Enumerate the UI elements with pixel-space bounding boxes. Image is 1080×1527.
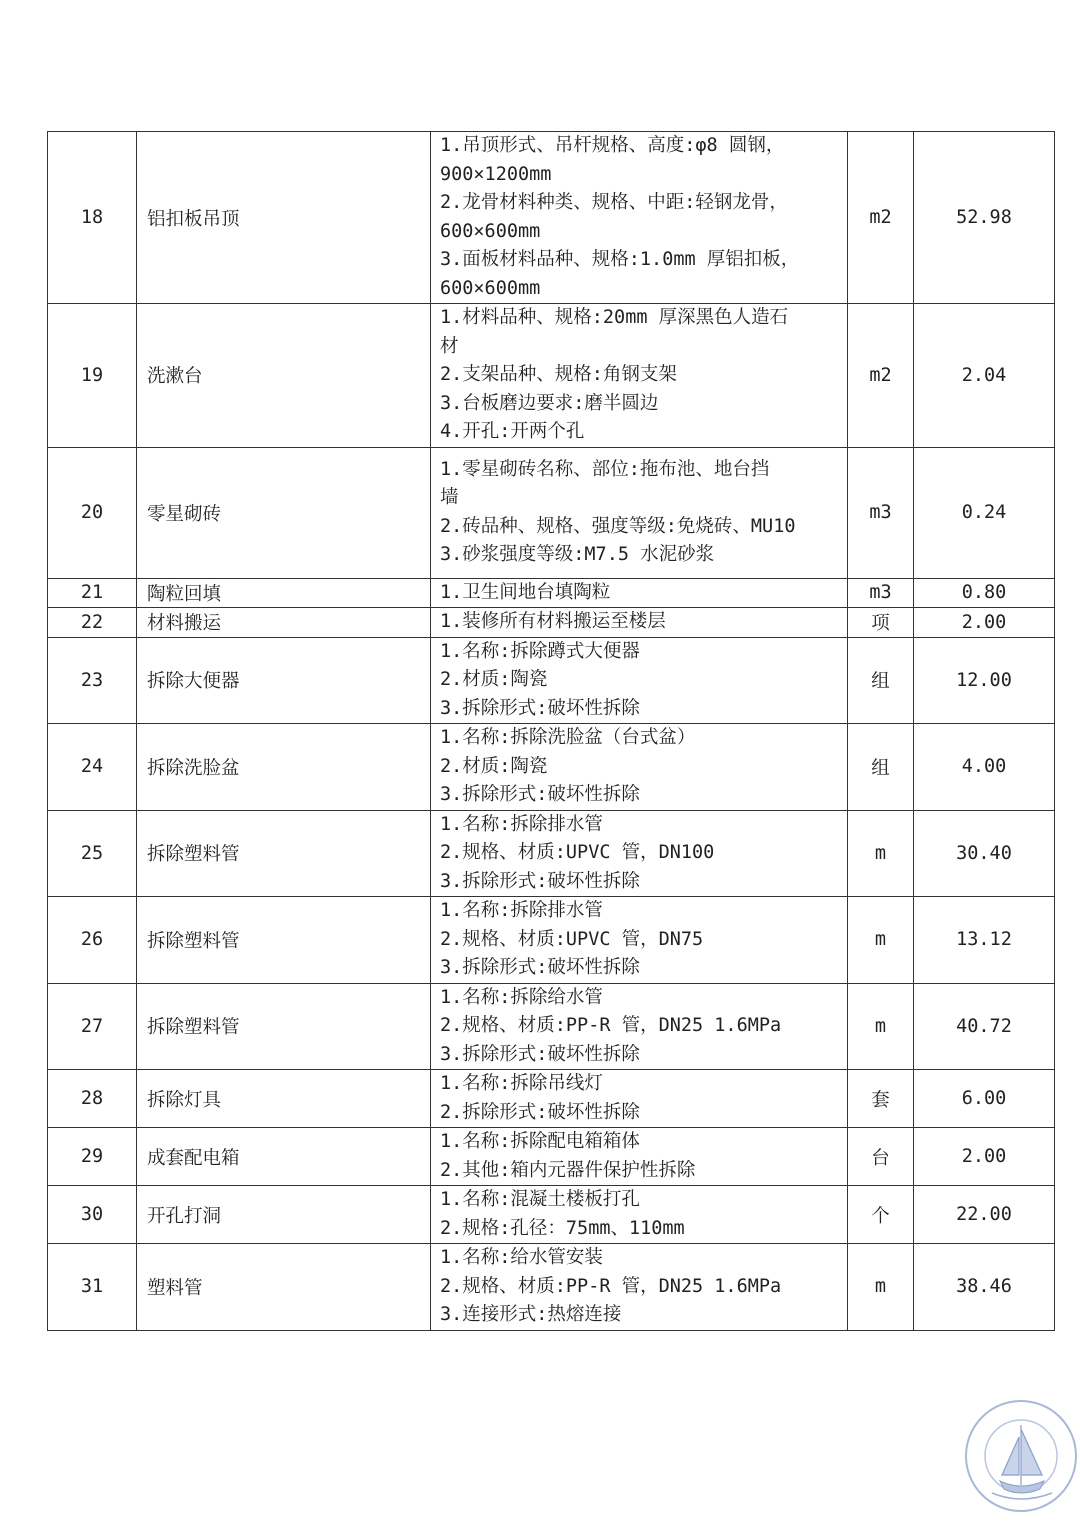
item-description [431, 1244, 848, 1331]
table-row [48, 1186, 1055, 1244]
description-line: 3.拆除形式:破坏性拆除 [440, 957, 640, 978]
description-line: 1.名称:给水管安装 [440, 1247, 603, 1268]
description-line: 1.名称:拆除洗脸盆（台式盆） [440, 727, 696, 748]
description-line: 1.名称:拆除蹲式大便器 [440, 640, 640, 662]
item-quantity: 2.00 [914, 608, 1055, 638]
description-line: 2.拆除形式:破坏性拆除 [440, 1101, 640, 1123]
description-line: 墙 [440, 487, 459, 508]
description-line: 2.规格、材质:UPVC 管，DN100 [440, 842, 715, 863]
item-name: 洗漱台 [137, 304, 431, 448]
item-description [431, 983, 848, 1070]
item-unit: m [848, 1244, 914, 1331]
item-unit: 套 [848, 1070, 914, 1128]
description-line: 1.名称:拆除配电箱箱体 [440, 1131, 640, 1152]
item-quantity: 22.00 [914, 1186, 1055, 1244]
item-description [431, 1186, 848, 1244]
table-row [48, 1128, 1055, 1186]
item-number: 18 [48, 132, 137, 304]
description-line: 3.砂浆强度等级:M7.5 水泥砂浆 [440, 544, 715, 565]
item-description [431, 304, 848, 448]
table-row [48, 897, 1055, 984]
table-row [48, 132, 1055, 304]
school-seal-icon [962, 1397, 1080, 1515]
item-description [431, 578, 848, 608]
item-number: 20 [48, 447, 137, 578]
description-line: 2.规格:孔径：75mm、110mm [440, 1217, 685, 1239]
description-line: 1.名称:拆除给水管 [440, 986, 603, 1008]
item-number: 24 [48, 724, 137, 811]
item-name: 零星砌砖 [137, 447, 431, 578]
item-description [431, 608, 848, 638]
description-line: 3.拆除形式:破坏性拆除 [440, 870, 640, 892]
item-number: 30 [48, 1186, 137, 1244]
description-line: 900×1200mm [440, 163, 552, 185]
item-unit: 台 [848, 1128, 914, 1186]
item-number: 31 [48, 1244, 137, 1331]
description-line: 4.开孔:开两个孔 [440, 421, 585, 442]
description-line: 1.名称:混凝土楼板打孔 [440, 1189, 640, 1210]
item-quantity: 38.46 [914, 1244, 1055, 1331]
item-unit: m2 [848, 132, 914, 304]
item-unit: m [848, 810, 914, 897]
item-quantity: 6.00 [914, 1070, 1055, 1128]
item-description [431, 897, 848, 984]
table-body [48, 132, 1055, 1331]
item-name: 拆除洗脸盆 [137, 724, 431, 811]
item-name: 拆除塑料管 [137, 897, 431, 984]
item-description [431, 637, 848, 724]
item-description [431, 1070, 848, 1128]
item-quantity: 2.04 [914, 304, 1055, 448]
table-row [48, 447, 1055, 578]
description-line: 2.砖品种、规格、强度等级:免烧砖、MU10 [440, 515, 796, 537]
item-number: 28 [48, 1070, 137, 1128]
item-name: 拆除大便器 [137, 637, 431, 724]
item-number: 21 [48, 578, 137, 608]
table-row [48, 637, 1055, 724]
description-line: 1.名称:拆除排水管 [440, 900, 603, 921]
item-name: 拆除塑料管 [137, 983, 431, 1070]
item-number: 26 [48, 897, 137, 984]
item-quantity: 12.00 [914, 637, 1055, 724]
item-quantity: 40.72 [914, 983, 1055, 1070]
item-name: 拆除灯具 [137, 1070, 431, 1128]
description-line: 2.材质:陶瓷 [440, 669, 548, 690]
description-line: 3.拆除形式:破坏性拆除 [440, 784, 640, 805]
table-row [48, 724, 1055, 811]
item-name: 塑料管 [137, 1244, 431, 1331]
description-line: 材 [440, 335, 459, 357]
item-number: 27 [48, 983, 137, 1070]
item-description [431, 132, 848, 304]
description-line: 600×600mm [440, 220, 541, 242]
item-description [431, 724, 848, 811]
description-line: 1.名称:拆除吊线灯 [440, 1073, 603, 1094]
description-line: 1.装修所有材料搬运至楼层 [440, 611, 666, 632]
item-quantity: 2.00 [914, 1128, 1055, 1186]
item-quantity: 52.98 [914, 132, 1055, 304]
description-line: 2.其他:箱内元器件保护性拆除 [440, 1159, 696, 1181]
table-row [48, 304, 1055, 448]
description-line: 3.台板磨边要求:磨半圆边 [440, 392, 659, 414]
item-unit: m3 [848, 447, 914, 578]
item-name: 陶粒回填 [137, 578, 431, 608]
item-number: 29 [48, 1128, 137, 1186]
description-line: 2.材质:陶瓷 [440, 755, 548, 777]
item-description [431, 447, 848, 578]
item-quantity: 30.40 [914, 810, 1055, 897]
description-line: 3.面板材料品种、规格:1.0mm 厚铝扣板， [440, 249, 800, 270]
item-unit: 组 [848, 724, 914, 811]
description-line: 2.规格、材质:UPVC 管，DN75 [440, 928, 704, 950]
item-unit: m2 [848, 304, 914, 448]
description-line: 2.规格、材质:PP-R 管，DN25 1.6MPa [440, 1275, 782, 1297]
item-number: 22 [48, 608, 137, 638]
description-line: 2.龙骨材料种类、规格、中距:轻钢龙骨， [440, 192, 788, 213]
item-name: 成套配电箱 [137, 1128, 431, 1186]
item-unit: m3 [848, 578, 914, 608]
description-line: 600×600mm [440, 277, 541, 299]
item-quantity: 0.80 [914, 578, 1055, 608]
table-row [48, 1244, 1055, 1331]
description-line: 3.拆除形式:破坏性拆除 [440, 1043, 640, 1065]
item-unit: 组 [848, 637, 914, 724]
description-line: 1.材料品种、规格:20mm 厚深黑色人造石 [440, 307, 789, 328]
table-row [48, 983, 1055, 1070]
item-unit: 项 [848, 608, 914, 638]
item-description [431, 810, 848, 897]
table-row [48, 608, 1055, 638]
description-line: 1.零星砌砖名称、部位:拖布池、地台挡 [440, 458, 770, 480]
table-row [48, 810, 1055, 897]
description-line: 3.拆除形式:破坏性拆除 [440, 697, 640, 719]
item-unit: 个 [848, 1186, 914, 1244]
description-line: 1.吊顶形式、吊杆规格、高度:φ8 圆钢， [440, 135, 785, 156]
item-number: 23 [48, 637, 137, 724]
item-name: 拆除塑料管 [137, 810, 431, 897]
item-quantity: 13.12 [914, 897, 1055, 984]
item-number: 25 [48, 810, 137, 897]
bill-of-quantities-table [47, 131, 1055, 1331]
item-name: 材料搬运 [137, 608, 431, 638]
description-line: 3.连接形式:热熔连接 [440, 1304, 622, 1325]
item-description [431, 1128, 848, 1186]
description-line: 1.名称:拆除排水管 [440, 813, 603, 835]
item-quantity: 4.00 [914, 724, 1055, 811]
item-number: 19 [48, 304, 137, 448]
table-row [48, 1070, 1055, 1128]
item-name: 铝扣板吊顶 [137, 132, 431, 304]
item-name: 开孔打洞 [137, 1186, 431, 1244]
description-line: 2.规格、材质:PP-R 管，DN25 1.6MPa [440, 1015, 782, 1036]
item-quantity: 0.24 [914, 447, 1055, 578]
table-row [48, 578, 1055, 608]
description-line: 2.支架品种、规格:角钢支架 [440, 364, 677, 385]
item-unit: m [848, 983, 914, 1070]
description-line: 1.卫生间地台填陶粒 [440, 581, 611, 603]
item-unit: m [848, 897, 914, 984]
